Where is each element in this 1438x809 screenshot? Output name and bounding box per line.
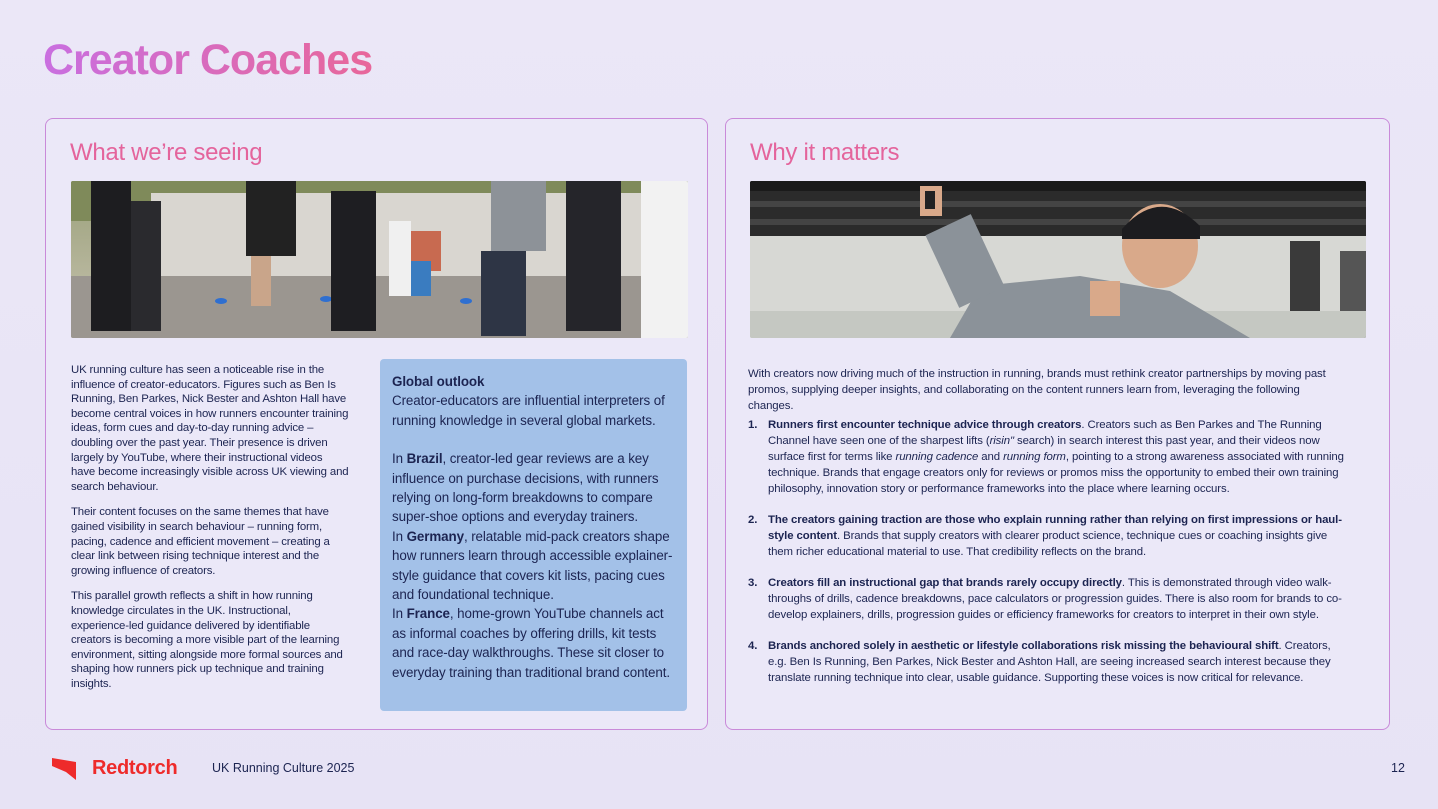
market-brazil: In Brazil, creator-led gear reviews are a key influence on purchase decisions, with runners relying on long-form breakdowns to compare super-shoe options and everyday trainers. [392, 451, 659, 525]
redtorch-logo [52, 757, 177, 780]
global-outlook-intro: Creator-educators are influential interpreters of running knowledge in several global markets. [392, 393, 665, 428]
left-body-text [71, 363, 349, 702]
left-paragraph: Their content focuses on the same themes that have gained visibility in search behaviour – running form, pacing, cadence and efficient movement – creating a clear link between rising technique interest and the growing influence of creators. [71, 506, 330, 577]
why-it-matters-panel [725, 118, 1390, 730]
runner-selfie-photo [750, 181, 1366, 338]
list-item: 2. The creators gaining traction are those who explain running rather than relying on first impressions or haul-style content. Brands that supply creators with clearer product science, technique cues or coaching insights give them richer educational material to use. That credibility reflects on the brand. [748, 514, 1342, 558]
brand-name: Redtorch [92, 757, 178, 779]
runner-selfie-image [750, 181, 1366, 338]
runners-group-image [71, 181, 688, 338]
left-panel-heading: What we’re seeing [70, 139, 263, 166]
key-changes-list [748, 417, 1348, 701]
market-france: In France, home-grown YouTube channels act as informal coaches by offering drills, kit tests and race-day walkthroughs. These sit closer to everyday training than traditional brand content. [392, 606, 670, 680]
what-we-are-seeing-panel [45, 118, 708, 730]
list-item: 1. Runners first encounter technique advice through creators. Creators such as Ben Parkes and The Running Channel have seen one of the sharpest lifts (risin" search) in search interest this past year, and their videos now surface first for terms like running cadence and running form, pointing to a strong awareness associated with running technique. Brands that engage creators only for reviews or promos miss the opportunity to embed their own training philosophy, innovation story or performance frameworks into the place where learning occurs. [748, 419, 1344, 495]
page-title: Creator Coaches [43, 36, 373, 84]
global-outlook-box [380, 359, 687, 711]
left-paragraph: This parallel growth reflects a shift in how running knowledge circulates in the UK. Instructional, experience-led guidance delivered by identifiable creators is becoming a more visible part of the learning environment, sitting alongside more formal sources and shaping how runners pick up technique and training insights. [71, 590, 343, 690]
page-number: 12 [1391, 761, 1405, 775]
market-germany: In Germany, relatable mid-pack creators shape how runners learn through accessible explainer-style guidance that covers kit lists, pacing cues and foundational technique. [392, 528, 673, 603]
runners-group-photo [71, 181, 688, 338]
left-paragraph: UK running culture has seen a noticeable rise in the influence of creator-educators. Figures such as Ben Is Running, Ben Parkes, Nick Bester and Ashton Hall have become central voices in how runners encounter training ideas, form cues and day-to-day running advice – doubling over the past year. Their presence is driven largely by YouTube, where their instructional videos have become increasingly visible across UK viewing and search behaviour. [71, 364, 349, 493]
right-panel-heading: Why it matters [750, 139, 900, 166]
footer-subtitle: UK Running Culture 2025 [212, 761, 355, 775]
why-it-matters-intro: With creators now driving much of the instruction in running, brands must rethink creator partnerships by moving past promos, supplying deeper insights, and collaborating on the content runners learn from, leveraging the following changes. [748, 368, 1326, 413]
global-outlook-title: Global outlook [392, 374, 485, 389]
list-item: 3. Creators fill an instructional gap that brands rarely occupy directly. This is demonstrated through video walk-throughs of drills, cadence breakdowns, pace calculators or progression guides. There is also room for brands to co-develop explainers, drills, progression guides or efficiency frameworks for creators to interpret in their own style. [748, 577, 1342, 621]
list-item: 4. Brands anchored solely in aesthetic or lifestyle collaborations risk missing the behavioural shift. Creators, e.g. Ben Is Running, Ben Parkes, Nick Bester and Ashton Hall, are seeing increased search interest because they translate running technique into clear, usable guidance. Supporting these voices is now critical for relevance. [748, 640, 1331, 684]
redtorch-flag-icon [52, 758, 76, 780]
